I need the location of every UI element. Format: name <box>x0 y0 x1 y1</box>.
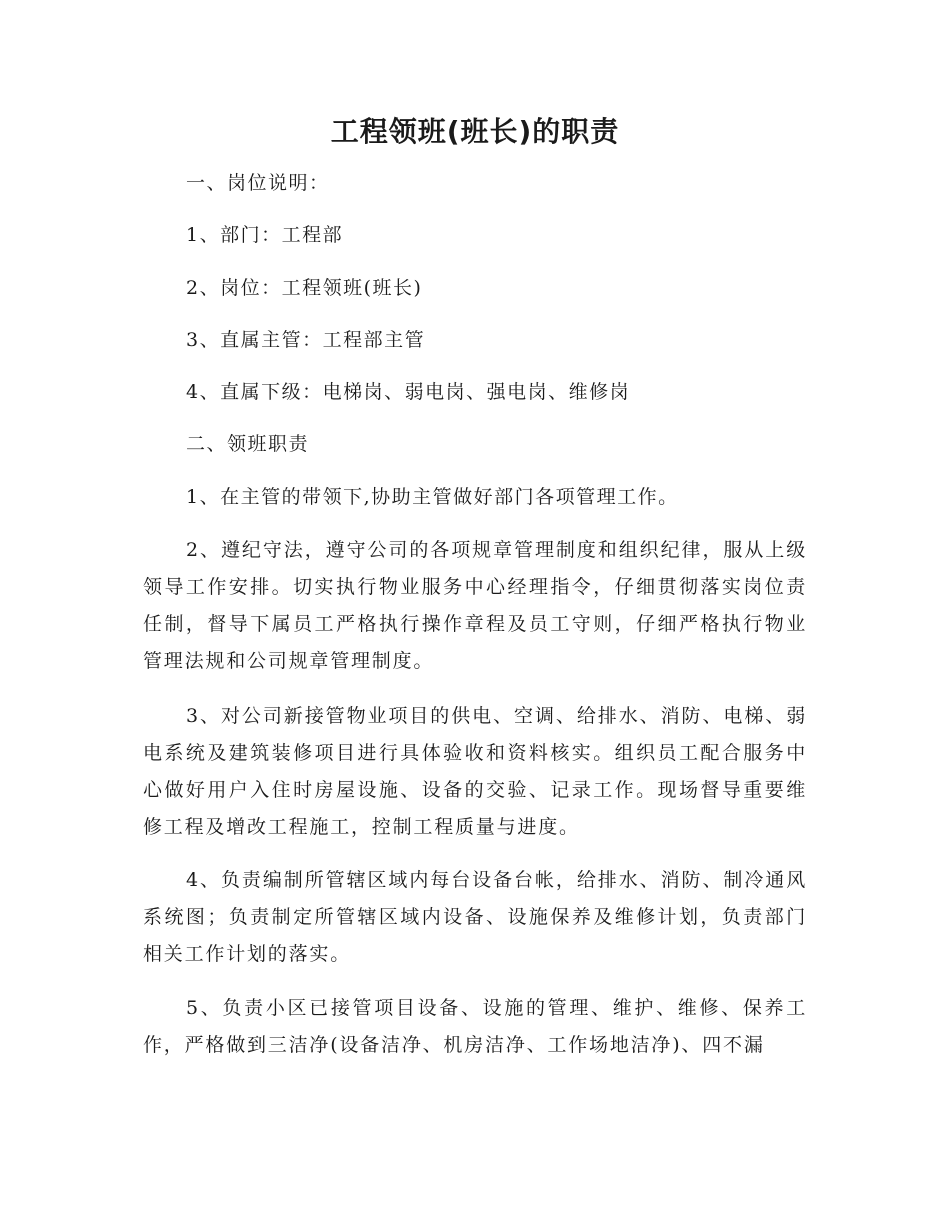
document-title: 工程领班(班长)的职责 <box>330 115 620 148</box>
duty-paragraph-3: 3、对公司新接管物业项目的供电、空调、给排水、消防、电梯、弱电系统及建筑装修项目进行具体验收和资料核实。组织员工配合服务中心做好用户入住时房屋设施、设备的交验、记录工作。现场督导重要维修工程及增改工程施工，控制工程质量与进度。 <box>143 705 807 838</box>
duty-paragraph-1: 1、在主管的带领下,协助主管做好部门各项管理工作。 <box>186 486 679 508</box>
section-heading-duties: 二、领班职责 <box>186 433 310 455</box>
duty-paragraph-5: 5、负责小区已接管项目设备、设施的管理、维护、维修、保养工作，严格做到三洁净(设备洁净、机房洁净、工作场地洁净)、四不漏 <box>143 997 807 1056</box>
item-department: 1、部门：工程部 <box>186 224 344 246</box>
item-subordinates: 4、直属下级：电梯岗、弱电岗、强电岗、维修岗 <box>186 381 631 403</box>
item-position: 2、岗位：工程领班(班长) <box>186 277 423 299</box>
section-heading-job-description: 一、岗位说明： <box>186 172 330 194</box>
item-supervisor: 3、直属主管：工程部主管 <box>186 329 426 351</box>
duty-paragraph-2: 2、遵纪守法，遵守公司的各项规章管理制度和组织纪律，服从上级领导工作安排。切实执行物业服务中心经理指令，仔细贯彻落实岗位责任制，督导下属员工严格执行操作章程及员工守则，仔细严格执行物业管理法规和公司规章管理制度。 <box>143 539 807 672</box>
duty-paragraph-4: 4、负责编制所管辖区域内每台设备台帐，给排水、消防、制冷通风系统图；负责制定所管辖区域内设备、设施保养及维修计划，负责部门相关工作计划的落实。 <box>143 869 807 965</box>
